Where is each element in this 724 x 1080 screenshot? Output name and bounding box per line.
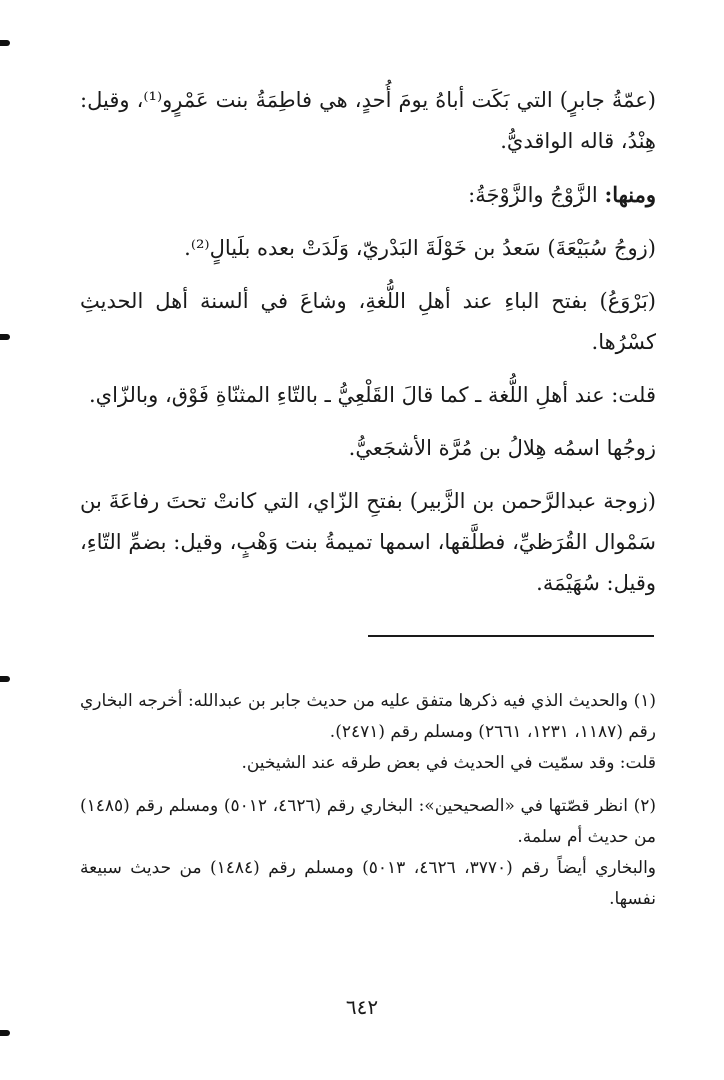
footnote-2	[80, 791, 656, 915]
paragraph-fatima: (عمّةُ جابرٍ) التي بَكَت أباهُ يومَ أُحدٍ، هي فاطِمَةُ بنت عَمْرٍو⁽¹⁾، وقيل: هِنْدُ، قاله الواقديُّ.	[80, 88, 656, 153]
heading-label: ومنها:	[604, 182, 656, 207]
footnote-line: (١) والحديث الذي فيه ذكرها متفق عليه من حديث جابر بن عبدالله: أخرجه البخاري رقم (١١٨٧، ١٢٣١، ٢٦٦١) ومسلم رقم (٢٤٧١).	[80, 691, 656, 742]
binding-mark	[0, 334, 10, 340]
footnote-separator	[368, 635, 654, 637]
paragraph-tamima: (زوجة عبدالرَّحمن بن الزَّبير) بفتحِ الزّاي، التي كانتْ تحتَ رفاعَةَ بن سَمْوال القُرَظيِّ، فطلَّقها، اسمها تميمةُ بنت وَهْبٍ، وقيل: بضمِّ التّاءِ، وقيل: سُهَيْمَة.	[80, 489, 656, 595]
paragraph-husband: زوجُها اسمُه هِلالُ بن مُرَّة الأشجَعيُّ.	[348, 436, 656, 460]
section-heading	[80, 174, 656, 216]
binding-mark	[0, 676, 10, 682]
footnote-line: والبخاري أيضاً رقم (٣٧٧٠، ٤٦٢٦، ٥٠١٣) ومسلم رقم (١٤٨٤) من حديث سبيعة نفسها.	[80, 858, 656, 909]
heading-text: الزَّوْجُ والزَّوْجَةُ:	[468, 183, 598, 207]
footnote-line: (٢) انظر قصّتها في «الصحيحين»: البخاري رقم (٤٦٢٦، ٥٠١٢) ومسلم رقم (١٤٨٥) من حديث أم سلمة.	[80, 796, 656, 847]
binding-mark	[0, 40, 10, 46]
footnote-1	[80, 686, 656, 779]
footnote-line: قلت: وقد سمّيت في الحديث في بعض طرقه عند الشيخين.	[241, 753, 656, 773]
paragraph-subaya: (زوجُ سُبَيْعَةَ) سَعدُ بن خَوْلَةَ البَدْريّ، وَلَدَتْ بعده بلَيالٍ⁽²⁾.	[184, 236, 656, 260]
paragraph-barwa: (بَرْوَعُ) بفتح الباءِ عند أهلِ اللُّغةِ، وشاعَ في ألسنة أهل الحديثِ كسْرُها.	[80, 289, 656, 354]
main-text	[80, 80, 656, 616]
binding-mark	[0, 1030, 10, 1036]
paragraph-note: قلت: عند أهلِ اللُّغة ـ كما قالَ القَلْعِيُّ ـ بالتّاءِ المثنّاةِ فَوْق، وبالزّاي.	[88, 383, 656, 407]
page-number: ٦٤٢	[345, 995, 379, 1019]
footnotes	[80, 686, 656, 927]
